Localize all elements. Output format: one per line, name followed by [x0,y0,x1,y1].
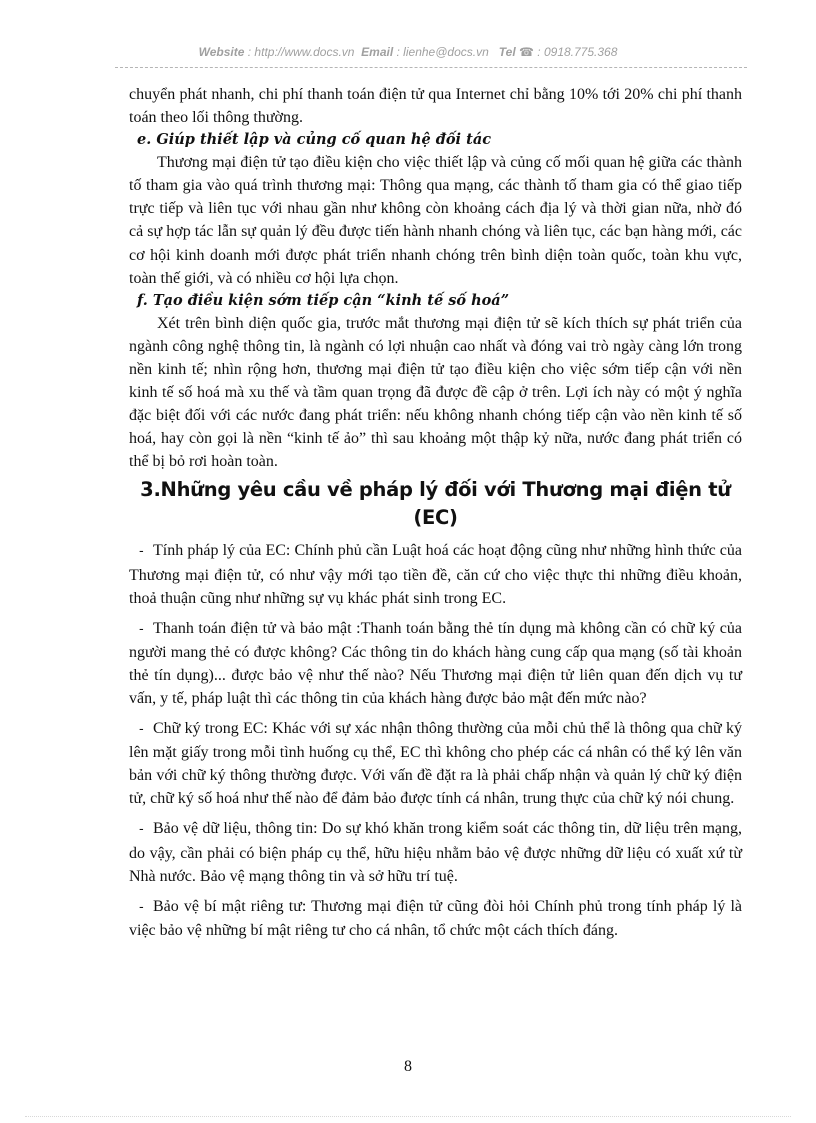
bullet-dash: - [139,722,144,738]
phone-number: : 0918.775.368 [537,45,618,59]
bullet-dash: - [139,822,144,838]
list-item-text: Thanh toán điện tử và bảo mật :Thanh toán bằng thẻ tín dụng mà không cần có chữ ký của người mang thẻ có được không? Các thông tin do khách hàng cung cấp qua mạng (số tài khoản thẻ tín dụng)... được bảo vệ như thế nào? Nếu Thương mại điện tử liên quan đến dịch vụ tư vấn, y tế, pháp luật thì các thông tin của khách hàng được bảo mật đến mức nào? [129,619,742,707]
subheading-f: f. Tạo điều kiện sớm tiếp cận “kinh tế số hoá” [137,291,510,309]
page-number: 8 [404,1058,412,1075]
paragraph-digital-economy: Xét trên bình diện quốc gia, trước mắt thương mại điện tử sẽ kích thích sự phát triển của ngành công nghệ thông tin, là ngành có lợi nhuận cao nhất và đóng vai trò ngày càng lớn trong nền kinh tế; nhìn rộng hơn, thương mại điện tử tạo điều kiện cho việc sớm tiếp cận với nền kinh tế số hoá mà xu thế và tầm quan trọng đã được đề cập ở trên. Lợi ích này có một ý nghĩa đặc biệt đối với các nước đang phát triển: nếu không nhanh chóng tiếp cận vào nền kinh tế số hoá, hay còn gọi là nền “kinh tế ảo” thì sau khoảng một thập kỷ nữa, nước đang phát triển có thể bị bỏ rơi hoàn toàn. [129,314,742,471]
section-heading: 3.Những yêu cầu về pháp lý đối với Thương mại điện tử (EC) [140,478,731,530]
list-item-text: Bảo vệ bí mật riêng tư: Thương mại điện tử cũng đòi hỏi Chính phủ trong tính pháp lý là việc bảo vệ những bí mật riêng tư cho cá nhân, tổ chức một cách thích đáng. [129,897,742,939]
email-label: Email [361,45,394,59]
list-item [129,817,742,887]
paragraph-partnership: Thương mại điện tử tạo điều kiện cho việc thiết lập và củng cố mối quan hệ giữa các thành tố tham gia vào quá trình thương mại: Thông qua mạng, các thành tố tham gia có thể giao tiếp trực tiếp và liên tục với nhau gần như không còn khoảng cách địa lý và thời gian nữa, nhờ đó cả sự hợp tác lẫn sự quản lý đều được tiến hành nhanh chóng và liên tục, các bạn hàng mới, các cơ hội kinh doanh mới được phát triển nhanh chóng trên bình diện toàn quốc, toàn khu vực, toàn thế giới, và có nhiều cơ hội lựa chọn. [129,154,742,287]
bullet-dash: - [139,899,144,915]
website-url: : http://www.docs.vn [247,45,355,59]
list-item [129,717,742,810]
subheading-e: e. Giúp thiết lập và củng cố quan hệ đối tác [137,131,492,149]
list-item [129,895,742,942]
list-item [129,539,742,609]
bullet-dash: - [139,621,144,637]
paragraph-intro: chuyển phát nhanh, chi phí thanh toán điện tử qua Internet chỉ bằng 10% tới 20% chi phí thanh toán theo lối thông thường. [129,86,742,127]
list-item-text: Bảo vệ dữ liệu, thông tin: Do sự khó khăn trong kiểm soát các thông tin, dữ liệu trên mạng, do vậy, cần phải có biện pháp cụ thể, hữu hiệu nhằm bảo vệ được những dữ liệu có xuất xứ từ Nhà nước. Bảo vệ mạng thông tin và sở hữu trí tuệ. [129,820,742,885]
list-item-text: Chữ ký trong EC: Khác với sự xác nhận thông thường của mỗi chủ thể là thông qua chữ ký lên mặt giấy trong mỗi tình huống cụ thể, EC thì không cho phép các cá nhân có thể ký lên văn bản với chữ ký thông thường được. Với vấn đề đặt ra là phải chấp nhận và quản lý chữ ký điện tử, chữ ký số hoá như thế nào để đảm bảo được tính cá nhân, trung thực của chữ ký nói chung. [129,720,742,808]
email-address: : lienhe@docs.vn [396,45,489,59]
website-label: Website [198,45,245,59]
document-body [129,83,742,942]
phone-label: Tel ☎ [498,45,534,59]
list-item-text: Tính pháp lý của EC: Chính phủ cần Luật hoá các hoạt động cũng như những hình thức của Thương mại điện tử, có như vậy mới tạo tiền đề, căn cứ cho việc thực thi những điều khoản, thoả thuận cũng như những sự vụ khác phát sinh trong EC. [129,542,742,607]
bullet-dash: - [139,544,144,560]
page-bottom-border [25,1116,791,1117]
page-header [0,45,816,59]
list-item [129,617,742,710]
header-divider [115,67,747,68]
